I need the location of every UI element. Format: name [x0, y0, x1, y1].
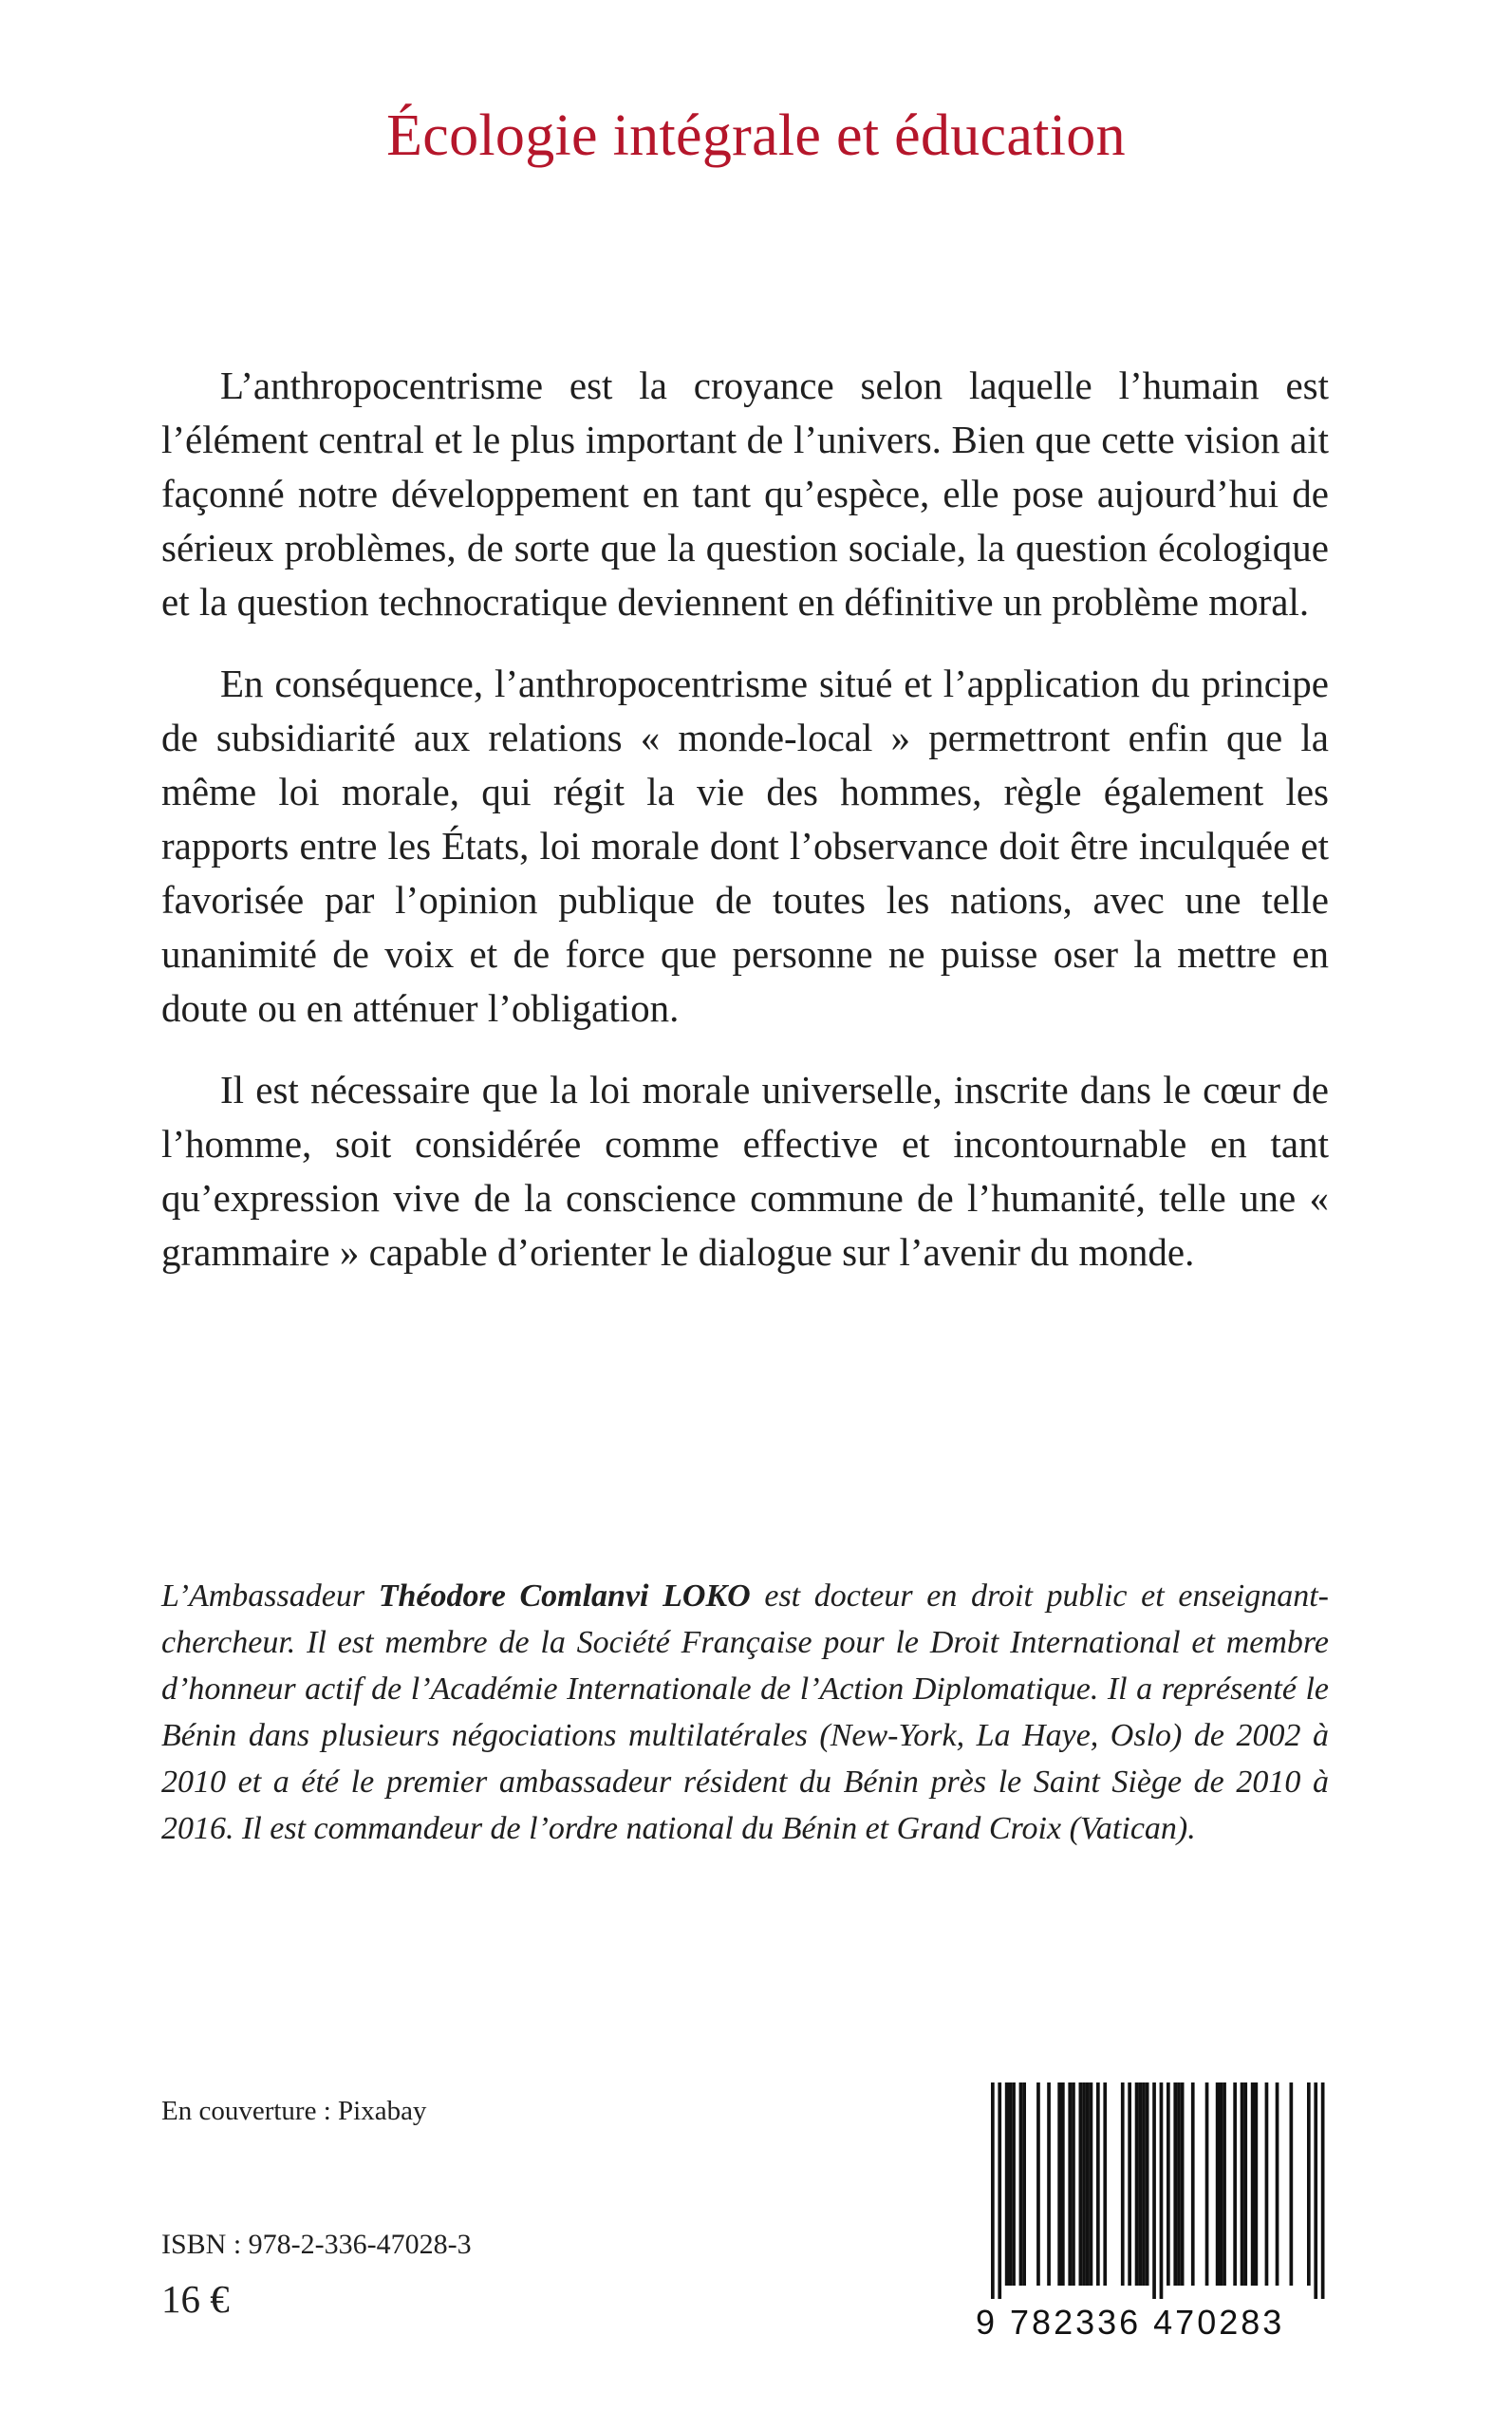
barcode-bar — [1135, 2082, 1139, 2286]
barcode-bar — [1205, 2082, 1209, 2286]
barcode-bar — [1138, 2082, 1142, 2286]
barcode-bar — [1096, 2082, 1100, 2286]
barcode-bar — [1233, 2082, 1237, 2286]
barcode-bar — [1167, 2082, 1170, 2286]
barcode-bar — [991, 2082, 995, 2299]
author-bio-prefix: L’Ambassadeur — [161, 1578, 379, 1614]
barcode-bar — [998, 2082, 1001, 2299]
barcode-bar — [1146, 2082, 1149, 2286]
barcode — [976, 2082, 1344, 2346]
barcode-bar — [1142, 2082, 1146, 2286]
barcode-bar — [1009, 2082, 1013, 2286]
barcode-bars — [976, 2082, 1344, 2303]
summary — [161, 359, 1329, 1307]
barcode-bar — [1173, 2082, 1177, 2286]
price: 16 € — [161, 2277, 230, 2321]
barcode-bar — [1314, 2082, 1317, 2299]
barcode-bar — [1241, 2082, 1244, 2286]
book-title: Écologie intégrale et éducation — [386, 103, 1126, 168]
barcode-bar — [1307, 2082, 1311, 2286]
barcode-bar — [1036, 2082, 1040, 2286]
barcode-bar — [1290, 2082, 1294, 2286]
barcode-bar — [1191, 2082, 1195, 2286]
author-bio-text: est docteur en droit public et enseignant-chercheur. Il est membre de la Société Française pour le Droit International et membre d’honneur actif de l’Académie Internationale de l’Action Diplomatique. Il a représenté le Bénin dans plusieurs négociations multilatérales (New-York, La Haye, Oslo) de 2002 à 2010 et a été le premier ambassadeur résident du Bénin près le Saint Siège de 2010 à 2016. Il est commandeur de l’ordre national du Bénin et Grand Croix (Vatican). — [161, 1578, 1329, 1846]
barcode-bar — [1079, 2082, 1083, 2286]
barcode-bar — [1223, 2082, 1226, 2286]
barcode-bar — [1047, 2082, 1051, 2286]
barcode-bar — [1061, 2082, 1065, 2286]
barcode-bar — [1019, 2082, 1023, 2286]
barcode-bar — [1072, 2082, 1075, 2286]
barcode-bar — [1152, 2082, 1156, 2299]
barcode-bar — [1181, 2082, 1185, 2286]
cover-credit: En couverture : Pixabay — [161, 2096, 427, 2126]
barcode-bar — [1103, 2082, 1107, 2286]
barcode-bar — [1255, 2082, 1259, 2286]
summary-paragraph: En conséquence, l’anthropocentrisme situé et l’application du principe de subsidiarité aux relations « monde-local » permettront enfin que la même loi morale, qui régit la vie des hommes, règle également les rapports entre les États, loi morale dont l’observance doit être inculquée et favorisée par l’opinion publique de toutes les nations, avec une telle unanimité de voix et de force que personne ne puisse oser la mettre en doute ou en atténuer l’obligation. — [161, 662, 1329, 1030]
barcode-bar — [1216, 2082, 1220, 2286]
barcode-bar — [1121, 2082, 1125, 2286]
barcode-bar — [1082, 2082, 1086, 2286]
barcode-bar — [1265, 2082, 1269, 2286]
barcode-digits: 9 782336 470283 — [976, 2303, 1285, 2342]
barcode-bar — [1251, 2082, 1255, 2286]
barcode-bar — [1086, 2082, 1090, 2286]
barcode-bar — [1128, 2082, 1131, 2286]
barcode-bar — [1022, 2082, 1026, 2286]
barcode-bar — [1177, 2082, 1181, 2286]
barcode-bar — [1243, 2082, 1247, 2286]
barcode-bar — [1276, 2082, 1279, 2286]
barcode-bar — [1005, 2082, 1009, 2286]
barcode-bar — [1321, 2082, 1325, 2299]
barcode-bar — [1090, 2082, 1093, 2286]
barcode-bar — [1068, 2082, 1072, 2286]
summary-paragraph: Il est nécessaire que la loi morale universelle, inscrite dans le cœur de l’homme, soit considérée comme effective et incontournable en tant qu’expression vive de la conscience commune de l’humanité, telle une « grammaire » capable d’orienter le dialogue sur l’avenir du monde. — [161, 1068, 1329, 1274]
barcode-bar — [1220, 2082, 1223, 2286]
summary-paragraph: L’anthropocentrisme est la croyance selon laquelle l’humain est l’élément central et le plus important de l’univers. Bien que cette vision ait façonné notre développement en tant qu’espèce, elle pose aujourd’hui de sérieux problèmes, de sorte que la question sociale, la question écologique et la question technocratique deviennent en définitive un problème moral. — [161, 364, 1329, 624]
barcode-bar — [1012, 2082, 1016, 2286]
author-bio — [161, 1573, 1329, 1852]
isbn: ISBN : 978-2-336-47028-3 — [161, 2229, 472, 2260]
barcode-bar — [1057, 2082, 1061, 2286]
author-name: Théodore Comlanvi LOKO — [378, 1578, 751, 1614]
barcode-bar — [1160, 2082, 1164, 2299]
